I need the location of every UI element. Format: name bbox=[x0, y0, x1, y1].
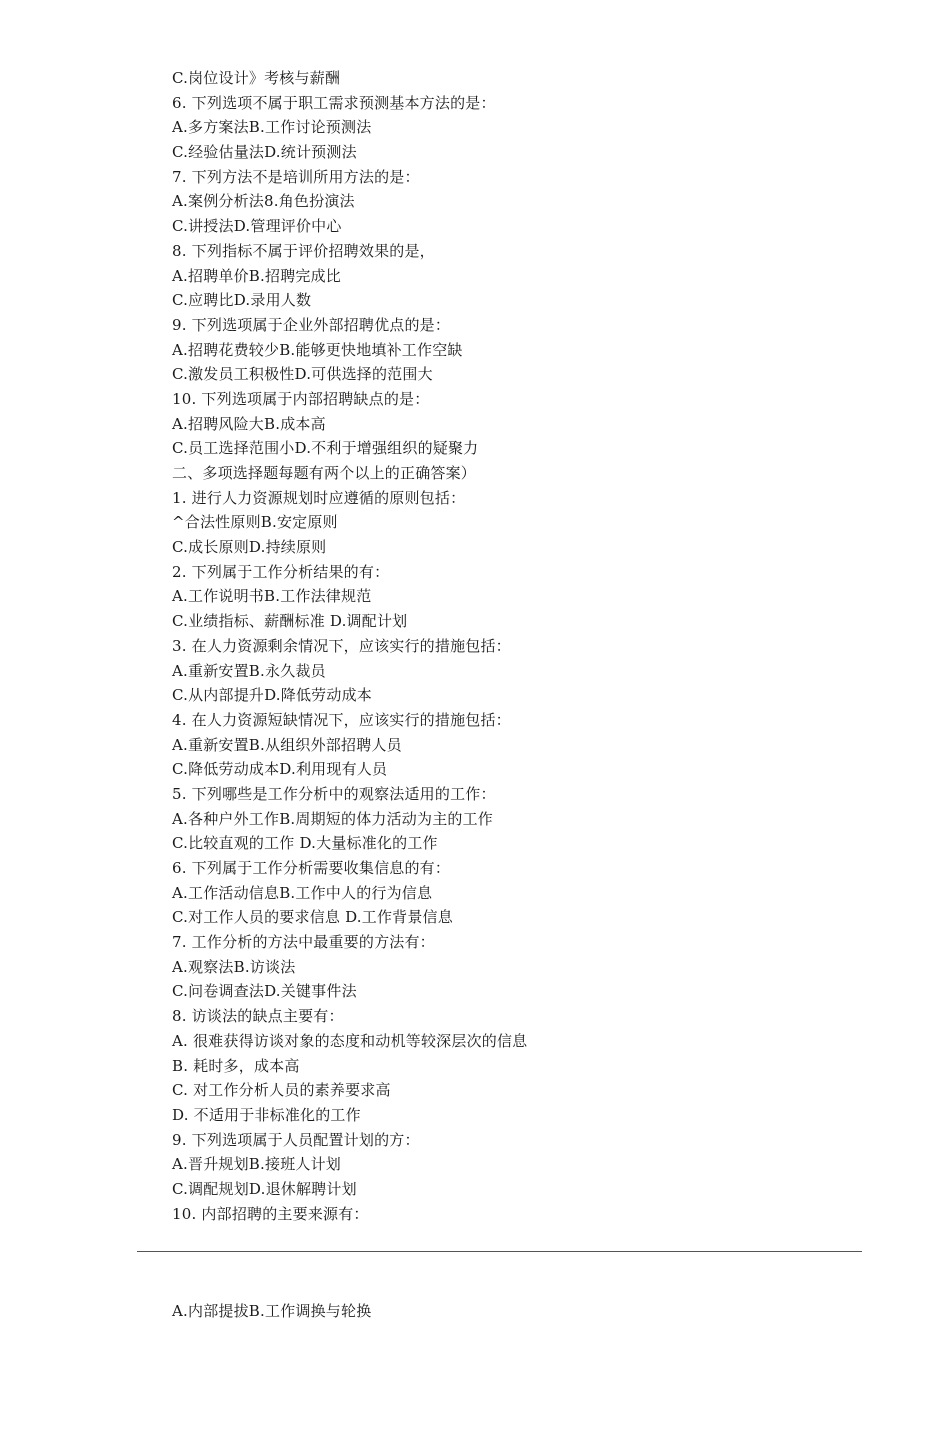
option-line: C.成长原则D.持续原则 bbox=[172, 538, 327, 557]
option-line: A.招聘风险大B.成本高 bbox=[172, 414, 326, 433]
question-line: 1. 进行人力资源规划时应遵循的原则包括： bbox=[172, 488, 466, 507]
option-line: A.晋升规划B.接班人计划 bbox=[172, 1155, 341, 1174]
option-line: A.观察法B.访谈法 bbox=[172, 957, 296, 976]
question-line: 10. 下列选项属于内部招聘缺点的是： bbox=[172, 389, 430, 408]
option-line: A.重新安置B.永久裁员 bbox=[172, 661, 326, 680]
document-body bbox=[172, 66, 872, 1226]
option-line: C.员工选择范围小D.不利于增强组织的疑聚力 bbox=[172, 439, 479, 458]
question-line: 6. 下列属于工作分析需要收集信息的有： bbox=[172, 859, 451, 877]
question-line: 6. 下列选项不属于职工需求预测基本方法的是： bbox=[172, 93, 496, 112]
option-line: B. 耗时多，成本高 bbox=[172, 1056, 300, 1075]
question-line: 9. 下列选项属于企业外部招聘优点的是： bbox=[172, 315, 451, 334]
question-line: 3. 在人力资源剩余情况下，应该实行的措施包括： bbox=[172, 636, 511, 655]
question-line: 8. 下列指标不属于评价招聘效果的是， bbox=[172, 241, 435, 260]
question-line: 7. 下列方法不是培训所用方法的是： bbox=[172, 167, 420, 186]
option-line: A.招聘花费较少B.能够更快地填补工作空缺 bbox=[172, 340, 463, 359]
option-line: C.问卷调查法D.关键事件法 bbox=[172, 982, 357, 1001]
option-line: D. 不适用于非标准化的工作 bbox=[172, 1105, 361, 1124]
option-line: A.案例分析法8.角色扮演法 bbox=[172, 192, 355, 211]
option-line: A.内部提拔B.工作调换与轮换 bbox=[172, 1302, 372, 1320]
question-line: 4. 在人力资源短缺情况下，应该实行的措施包括： bbox=[172, 710, 511, 729]
question-line: 9. 下列选项属于人员配置计划的方： bbox=[172, 1130, 420, 1149]
question-line: 10. 内部招聘的主要来源有： bbox=[172, 1204, 369, 1223]
section-heading: 二、多项选择题每题有两个以上的正确答案） bbox=[172, 464, 477, 482]
question-line: 7. 工作分析的方法中最重要的方法有： bbox=[172, 933, 435, 952]
option-line: C.从内部提升D.降低劳动成本 bbox=[172, 686, 372, 705]
option-line: C.调配规划D.退休解聘计划 bbox=[172, 1179, 357, 1198]
option-line: A.工作活动信息B.工作中人的行为信息 bbox=[172, 883, 433, 902]
option-line: A. 很难获得访谈对象的态度和动机等较深层次的信息 bbox=[172, 1031, 528, 1050]
question-line: 8. 访谈法的缺点主要有： bbox=[172, 1007, 344, 1026]
option-line: C. 对工作分析人员的素养要求高 bbox=[172, 1081, 391, 1100]
page-divider bbox=[137, 1251, 862, 1252]
option-line: A.工作说明书B.工作法律规范 bbox=[172, 587, 372, 606]
option-line: C.比较直观的工作 D.大量标准化的工作 bbox=[172, 834, 438, 853]
option-line: C.讲授法D.管理评价中心 bbox=[172, 217, 342, 236]
option-line: ^合法性原则B.安定原则 bbox=[172, 513, 338, 532]
question-line: 5. 下列哪些是工作分析中的观察法适用的工作： bbox=[172, 784, 496, 803]
option-line: C.经验估量法D.统计预测法 bbox=[172, 143, 357, 162]
option-line: C.对工作人员的要求信息 D.工作背景信息 bbox=[172, 908, 453, 927]
option-line: C.应聘比D.录用人数 bbox=[172, 291, 312, 310]
option-line: A.各种户外工作B.周期短的体力活动为主的工作 bbox=[172, 809, 493, 828]
option-line: A.多方案法B.工作讨论预测法 bbox=[172, 118, 372, 137]
question-line: 2. 下列属于工作分析结果的有： bbox=[172, 562, 390, 581]
text-line: C.岗位设计》考核与薪酬 bbox=[172, 69, 341, 87]
option-line: A.重新安置B.从组织外部招聘人员 bbox=[172, 735, 402, 754]
option-line: C.降低劳动成本D.利用现有人员 bbox=[172, 760, 388, 779]
option-line: C.激发员工积极性D.可供选择的范围大 bbox=[172, 365, 433, 384]
option-line: A.招聘单价B.招聘完成比 bbox=[172, 266, 341, 285]
option-line: C.业绩指标、薪酬标准 D.调配计划 bbox=[172, 612, 408, 631]
